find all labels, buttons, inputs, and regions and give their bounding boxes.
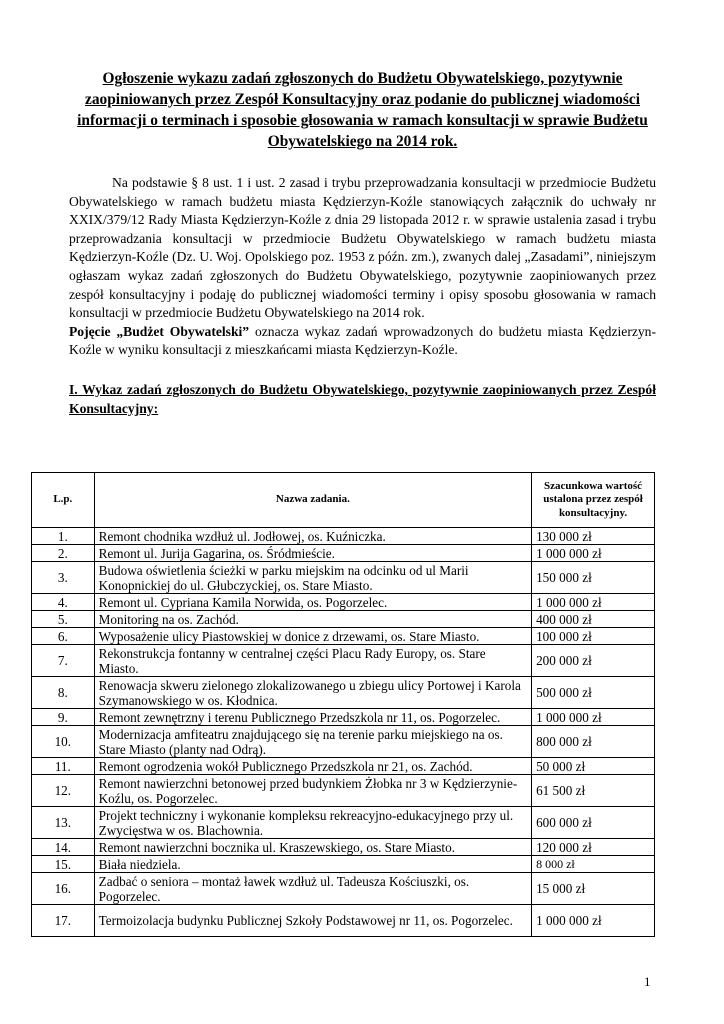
table-row	[32, 905, 655, 937]
table-header-row	[32, 473, 655, 528]
header-lp: L.p.	[32, 473, 95, 528]
table-body	[32, 528, 655, 937]
row-task-name: Renowacja skweru zielonego zlokalizowanego u zbiegu ulicy Portowej i Karola Szymanowskiego w os. Kłodnica.	[94, 677, 531, 709]
row-estimated-value: 600 000 zł	[532, 807, 655, 839]
table-row	[32, 775, 655, 807]
table-row	[32, 839, 655, 856]
row-lp: 17.	[32, 905, 95, 937]
row-lp: 1.	[32, 528, 95, 545]
row-task-name: Zadbać o seniora – montaż ławek wzdłuż ul. Tadeusza Kościuszki, os. Pogorzelec.	[94, 873, 531, 905]
row-estimated-value: 150 000 zł	[532, 562, 655, 594]
table-row	[32, 528, 655, 545]
table-row	[32, 677, 655, 709]
document-title: Ogłoszenie wykazu zadań zgłoszonych do Budżetu Obywatelskiego, pozytywnie zaopiniowanych przez Zespół Konsultacyjny oraz podanie do publicznej wiadomości informacji o terminach i sposobie głosowania w ramach konsultacji w sprawie Budżetu Obywatelskiego na 2014 rok.	[77, 70, 648, 150]
row-estimated-value: 1 000 000 zł	[532, 545, 655, 562]
table-row	[32, 628, 655, 645]
row-estimated-value: 800 000 zł	[532, 726, 655, 758]
page-number: 1	[644, 974, 651, 989]
table-row	[32, 726, 655, 758]
row-lp: 14.	[32, 839, 95, 856]
row-lp: 10.	[32, 726, 95, 758]
row-estimated-value: 1 000 000 zł	[532, 905, 655, 937]
row-task-name: Remont zewnętrzny i terenu Publicznego Przedszkola nr 11, os. Pogorzelec.	[94, 709, 531, 726]
row-lp: 11.	[32, 758, 95, 775]
row-task-name: Remont nawierzchni betonowej przed budynkiem Żłobka nr 3 w Kędzierzynie-Koźlu, os. Pogorzelec.	[94, 775, 531, 807]
row-task-name: Monitoring na os. Zachód.	[94, 611, 531, 628]
row-estimated-value: 200 000 zł	[532, 645, 655, 677]
row-lp: 8.	[32, 677, 95, 709]
row-lp: 5.	[32, 611, 95, 628]
section-heading: I. Wykaz zadań zgłoszonych do Budżetu Obywatelskiego, pozytywnie zaopiniowanych przez Zespół Konsultacyjny:	[69, 381, 656, 416]
row-lp: 15.	[32, 856, 95, 873]
row-lp: 12.	[32, 775, 95, 807]
table-row	[32, 709, 655, 726]
row-lp: 9.	[32, 709, 95, 726]
table-row	[32, 807, 655, 839]
row-task-name: Projekt techniczny i wykonanie kompleksu rekreacyjno-edukacyjnego przy ul. Zwycięstwa w os. Blachownia.	[94, 807, 531, 839]
table-row	[32, 873, 655, 905]
row-task-name: Wyposażenie ulicy Piastowskiej w donice z drzewami, os. Stare Miasto.	[94, 628, 531, 645]
row-task-name: Budowa oświetlenia ścieżki w parku miejskim na odcinku od ul Marii Konopnickiej do ul. Głubczyckiej, os. Stare Miasto.	[94, 562, 531, 594]
row-task-name: Remont ogrodzenia wokół Publicznego Przedszkola nr 21, os. Zachód.	[94, 758, 531, 775]
row-lp: 7.	[32, 645, 95, 677]
row-lp: 4.	[32, 594, 95, 611]
row-task-name: Rekonstrukcja fontanny w centralnej części Placu Rady Europy, os. Stare Miasto.	[94, 645, 531, 677]
definition-term: Pojęcie „Budżet Obywatelski”	[69, 323, 250, 339]
definition-paragraph	[69, 323, 656, 360]
header-task-name: Nazwa zadania.	[94, 473, 531, 528]
row-task-name: Termoizolacja budynku Publicznej Szkoły Podstawowej nr 11, os. Pogorzelec.	[94, 905, 531, 937]
row-task-name: Remont nawierzchni bocznika ul. Kraszewskiego, os. Stare Miasto.	[94, 839, 531, 856]
header-estimated-value: Szacunkowa wartość ustalona przez zespół konsultacyjny.	[532, 473, 655, 528]
row-estimated-value: 130 000 zł	[532, 528, 655, 545]
table-row	[32, 594, 655, 611]
tasks-table	[31, 472, 655, 937]
row-lp: 13.	[32, 807, 95, 839]
row-lp: 3.	[32, 562, 95, 594]
row-estimated-value: 400 000 zł	[532, 611, 655, 628]
row-estimated-value: 500 000 zł	[532, 677, 655, 709]
table-row	[32, 645, 655, 677]
table-row	[32, 562, 655, 594]
table-row	[32, 611, 655, 628]
row-lp: 16.	[32, 873, 95, 905]
row-estimated-value: 15 000 zł	[532, 873, 655, 905]
row-estimated-value: 120 000 zł	[532, 839, 655, 856]
row-estimated-value: 1 000 000 zł	[532, 594, 655, 611]
row-estimated-value: 1 000 000 zł	[532, 709, 655, 726]
table-row	[32, 545, 655, 562]
row-task-name: Remont ul. Cypriana Kamila Norwida, os. Pogorzelec.	[94, 594, 531, 611]
document-page	[69, 68, 656, 418]
row-task-name: Biała niedziela.	[94, 856, 531, 873]
intro-text	[69, 174, 656, 360]
definition-text: oznacza wykaz zadań wprowadzonych do budżetu miasta Kędzierzyn-Koźle w wyniku konsultacji z mieszkańcami miasta Kędzierzyn-Koźle.	[69, 323, 657, 358]
row-estimated-value: 50 000 zł	[532, 758, 655, 775]
row-estimated-value: 100 000 zł	[532, 628, 655, 645]
row-lp: 6.	[32, 628, 95, 645]
intro-paragraph: Na podstawie § 8 ust. 1 i ust. 2 zasad i trybu przeprowadzania konsultacji w przedmiocie Budżetu Obywatelskiego w ramach budżetu miasta Kędzierzyn-Koźle stanowiących załącznik do uchwały nr XXIX/379/12 Rady Miasta Kędzierzyn-Koźle z dnia 29 listopada 2012 r. w sprawie ustalenia zasad i trybu przeprowadzania konsultacji w przedmiocie Budżetu Obywatelskiego w ramach budżetu miasta Kędzierzyn-Koźle (Dz. U. Woj. Opolskiego poz. 1953 z późn. zm.), zwanych dalej „Zasadami”, niniejszym ogłaszam wykaz zadań zgłoszonych do Budżetu Obywatelskiego, pozytywnie zaopiniowanych przez zespół konsultacyjny i podaję do publicznej wiadomości terminy i opisy sposobu głosowania w ramach konsultacji w przedmiocie Budżetu Obywatelskiego na 2014 rok.	[69, 175, 656, 321]
table-row	[32, 856, 655, 873]
row-lp: 2.	[32, 545, 95, 562]
row-estimated-value: 61 500 zł	[532, 775, 655, 807]
row-estimated-value: 8 000 zł	[532, 856, 655, 873]
table-row	[32, 758, 655, 775]
row-task-name: Remont ul. Jurija Gagarina, os. Śródmieście.	[94, 545, 531, 562]
row-task-name: Remont chodnika wzdłuż ul. Jodłowej, os. Kuźniczka.	[94, 528, 531, 545]
row-task-name: Modernizacja amfiteatru znajdującego się na terenie parku miejskiego na os. Stare Miasto (planty nad Odrą).	[94, 726, 531, 758]
